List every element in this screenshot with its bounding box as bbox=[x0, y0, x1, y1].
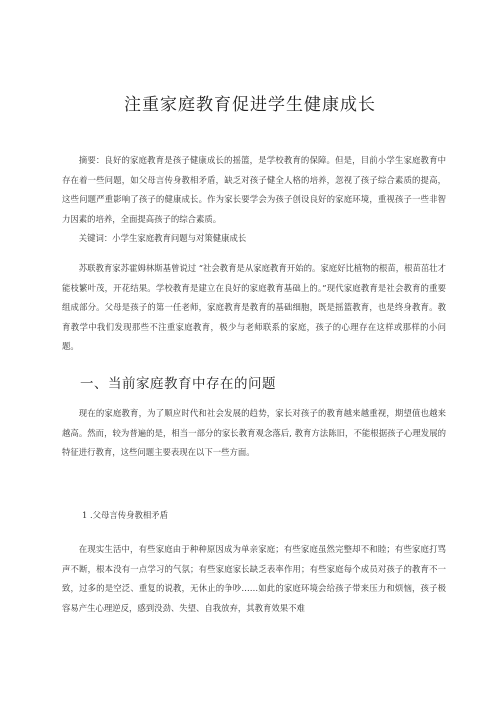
subsection-1-paragraph: 在现实生活中，有些家庭由于种种原因成为单亲家庭；有些家庭虽然完整却不和睦；有些家庭打骂声不断，根本没有一点学习的气氛；有些家庭家长缺乏表率作用；有些家庭每个成员对孩子的教育不一致，过多的是空泛、重复的说教，无休止的争吵……如此的家庭环境会给孩子带来压力和烦恼，孩子极容易产生心理逆反，感到没劲、失望、自我放弃，其教育效果不难 bbox=[62, 544, 446, 613]
subsection-1-heading: 1 .父母言传身教相矛盾 bbox=[82, 510, 169, 520]
section-1-heading: 一、当前家庭教育中存在的问题 bbox=[80, 376, 276, 392]
document-title: 注重家庭教育促进学生健康成长 bbox=[124, 95, 376, 115]
keywords-line: 关键词：小学生家庭教育问题与对策健康成长 bbox=[78, 233, 247, 243]
section-1-paragraph: 现在的家庭教育，为了顺应时代和社会发展的趋势，家长对孩子的教育越来越重视，期望值也越来越高。然而，较为普遍的是，相当一部分的家长教育观念落后, 教育方法陈旧，不能根据孩子心理发展的特征进行教育，这些问题主要表现在以下一些方面。 bbox=[62, 408, 446, 457]
intro-paragraph: 苏联教育家苏霍姆林斯基曾说过 “社会教育是从家庭教育开始的。家庭好比植物的根苗，根苗茁壮才能枝繁叶茂，开花结果。学校教育是建立在良好的家庭教育基础上的。”现代家庭教育是社会教育的重要组成部分。父母是孩子的第一任老师，家庭教育是教育的基础细胞，既是摇篮教育，也是终身教育。教育教学中我们发现那些不注重家庭教育，极少与老师联系的家庭，孩子的心理存在这样或那样的小问题。 bbox=[62, 263, 446, 351]
abstract-paragraph: 摘要：良好的家庭教育是孩子健康成长的摇篮，是学校教育的保障。但是，目前小学生家庭教育中存在着一些问题，如父母言传身教相矛盾，缺乏对孩子健全人格的培养，忽视了孩子综合素质的提高，这些问题严重影响了孩子的健康成长。作为家长要学会为孩子创设良好的家庭环境，重视孩子一些非智力因素的培养，全面提高孩子的综合素质。 bbox=[62, 155, 446, 224]
